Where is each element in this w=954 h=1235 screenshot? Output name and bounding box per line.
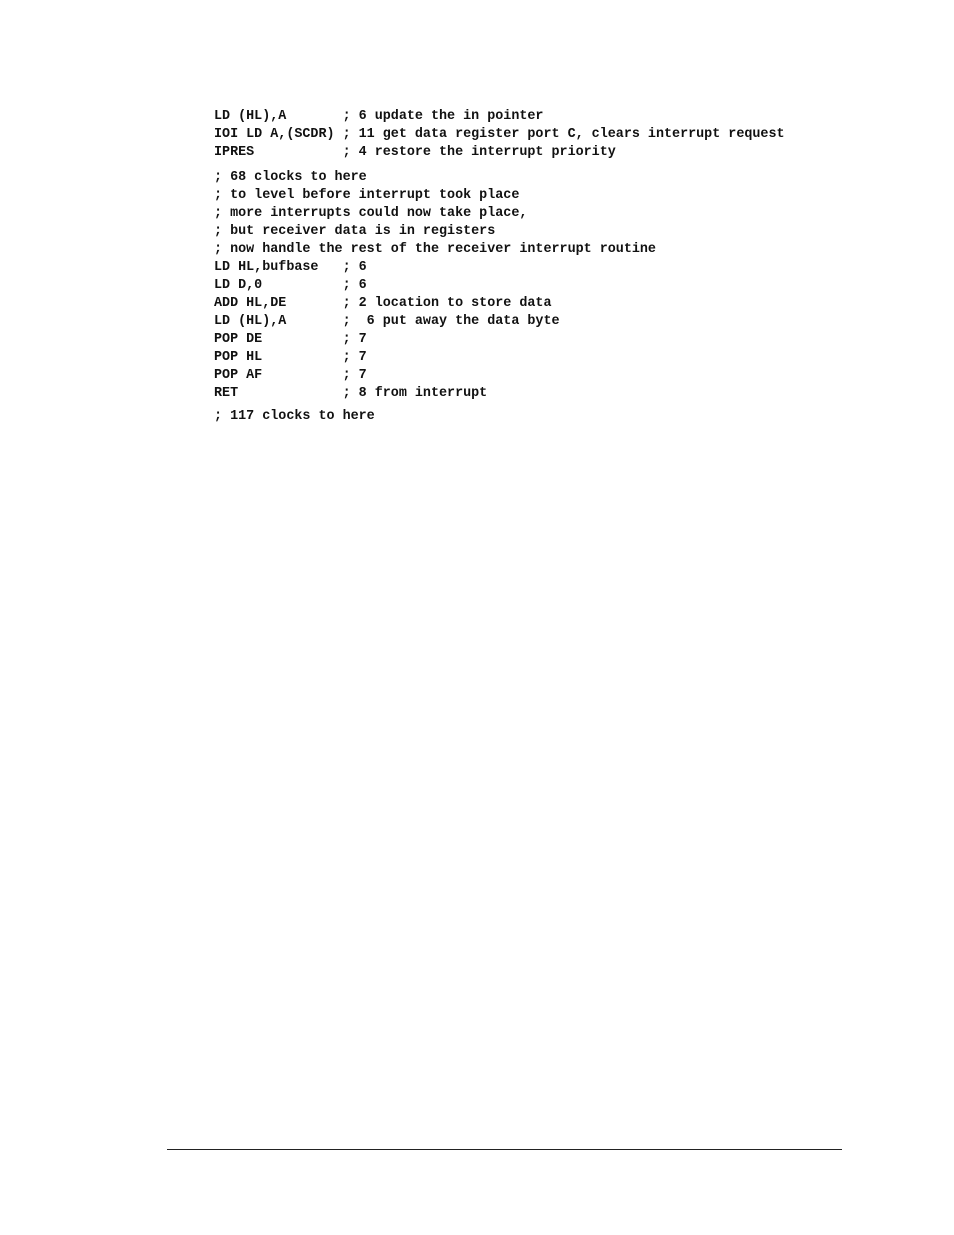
code-line: LD D,0 ; 6 — [214, 278, 367, 293]
code-comment-line: ; more interrupts could now take place, — [214, 206, 528, 221]
code-line: IPRES ; 4 restore the interrupt priority — [214, 145, 616, 160]
code-line: IOI LD A,(SCDR) ; 11 get data register port C, clears interrupt request — [214, 127, 785, 142]
code-comment-line: ; but receiver data is in registers — [214, 224, 496, 239]
code-line: POP AF ; 7 — [214, 368, 367, 383]
code-line: POP DE ; 7 — [214, 332, 367, 347]
code-line: LD (HL),A ; 6 put away the data byte — [214, 314, 560, 329]
code-listing-block-1 — [214, 108, 854, 162]
code-line: RET ; 8 from interrupt — [214, 386, 488, 401]
code-line: LD (HL),A ; 6 update the in pointer — [214, 109, 544, 124]
code-comment-line: ; to level before interrupt took place — [214, 188, 520, 203]
code-comment-line: ; now handle the rest of the receiver interrupt routine — [214, 242, 656, 257]
code-line: POP HL ; 7 — [214, 350, 367, 365]
code-listing-block-2 — [214, 169, 854, 403]
footer-divider — [167, 1149, 842, 1150]
code-comment-line: ; 68 clocks to here — [214, 170, 367, 185]
code-line: LD HL,bufbase ; 6 — [214, 260, 367, 275]
code-listing-block-3 — [214, 408, 854, 426]
code-line: ADD HL,DE ; 2 location to store data — [214, 296, 552, 311]
code-comment-line: ; 117 clocks to here — [214, 409, 375, 424]
